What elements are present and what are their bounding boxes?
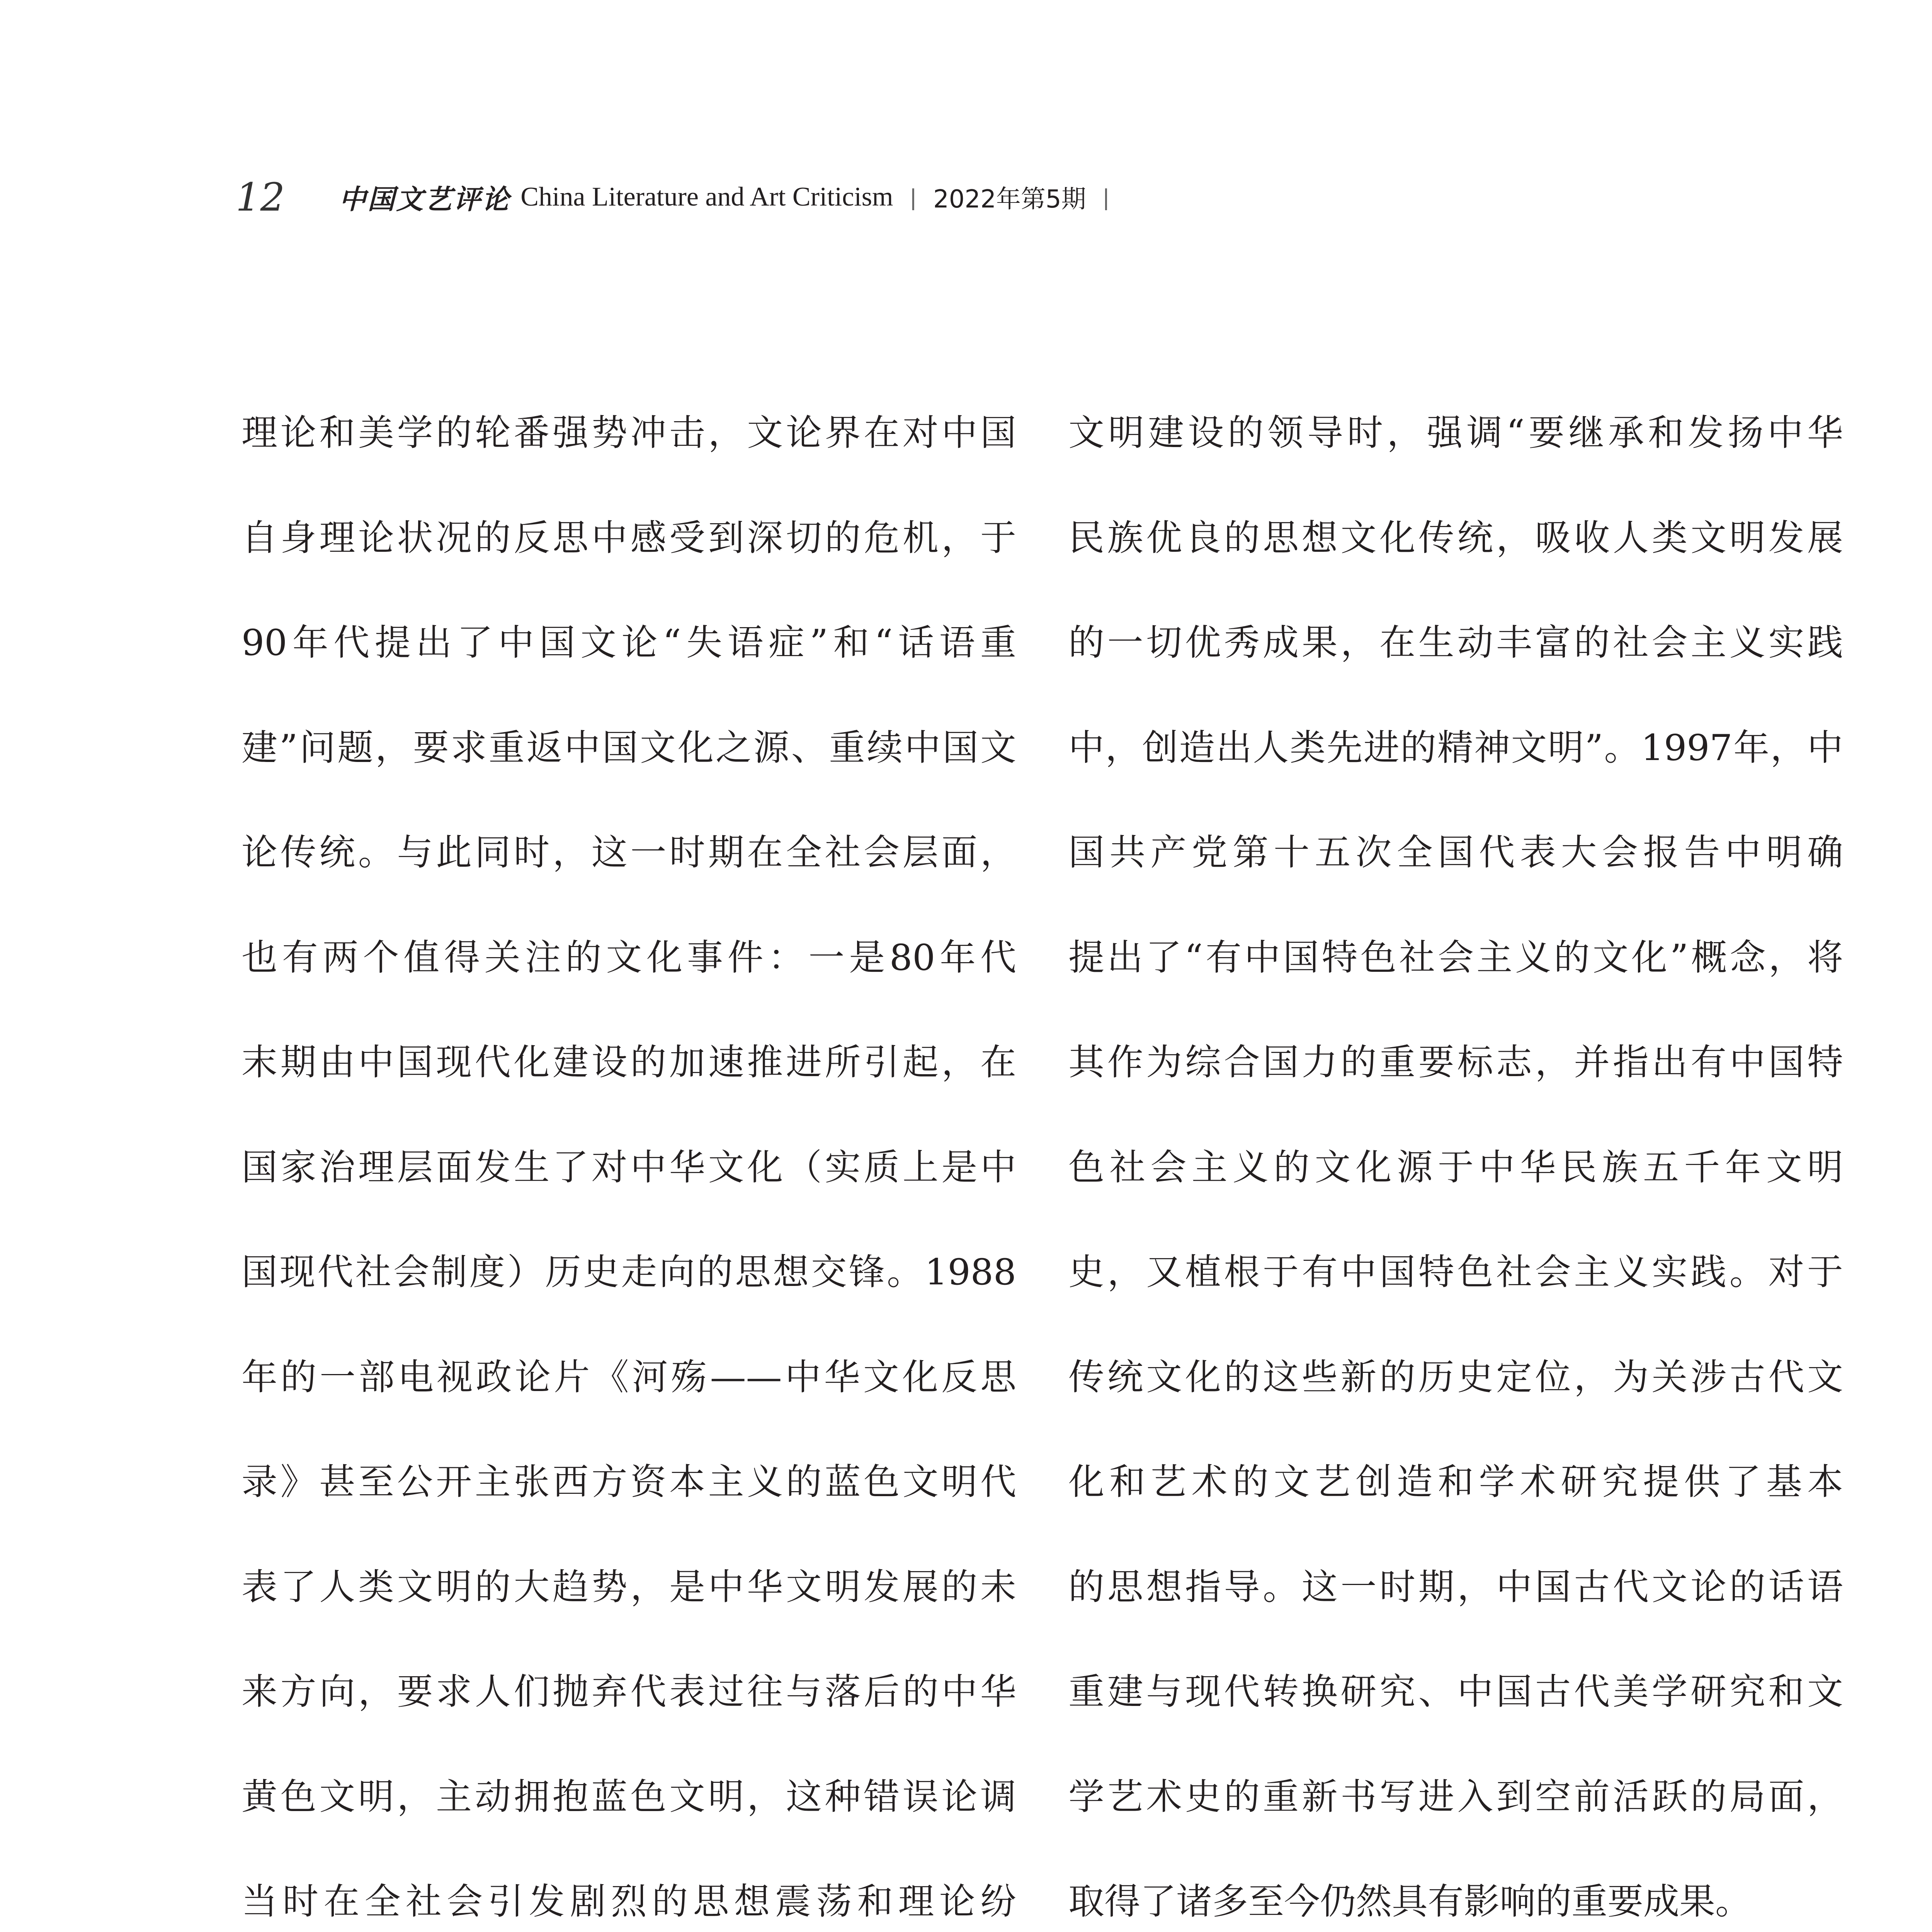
journal-title-english: China Literature and Art Criticism — [520, 182, 893, 212]
text-line: 学艺术史的重新书写进入到空前活跃的局面， — [1068, 1776, 1843, 1818]
text-line: 黄色文明，主动拥抱蓝色文明，这种错误论调 — [242, 1776, 1016, 1818]
text-line: 年的一部电视政论片《河殇——中华文化反思 — [242, 1356, 1016, 1398]
page-number: 12 — [236, 174, 285, 220]
text-line: 传统文化的这些新的历史定位，为关涉古代文 — [1068, 1356, 1843, 1398]
left-text-column — [242, 381, 1016, 1932]
text-line: 当时在全社会引发剧烈的思想震荡和理论纷 — [242, 1881, 1016, 1922]
text-line: 来方向，要求人们抛弃代表过往与落后的中华 — [242, 1671, 1016, 1713]
text-line: 录》甚至公开主张西方资本主义的蓝色文明代 — [242, 1461, 1016, 1503]
right-text-column — [1068, 381, 1843, 1932]
text-line: 建”问题，要求重返中国文化之源、重续中国文 — [242, 726, 1016, 769]
text-line: 也有两个值得关注的文化事件：一是80年代 — [242, 936, 1016, 978]
text-line: 提出了“有中国特色社会主义的文化”概念，将 — [1068, 936, 1843, 978]
issue-label: 2022年第5期 — [933, 185, 1086, 214]
text-line: 的一切优秀成果，在生动丰富的社会主义实践 — [1068, 622, 1843, 663]
text-line: 的思想指导。这一时期，中国古代文论的话语 — [1068, 1566, 1843, 1608]
text-line: 90年代提出了中国文论“失语症”和“话语重 — [242, 622, 1016, 663]
header-separator: | — [910, 184, 917, 210]
journal-title-chinese: 中国文艺评论 — [339, 183, 511, 215]
text-line: 其作为综合国力的重要标志，并指出有中国特 — [1068, 1041, 1843, 1083]
text-line: 重建与现代转换研究、中国古代美学研究和文 — [1068, 1671, 1843, 1713]
text-line: 国共产党第十五次全国代表大会报告中明确 — [1068, 832, 1843, 873]
text-line: 末期由中国现代化建设的加速推进所引起，在 — [242, 1041, 1016, 1083]
text-line: 化和艺术的文艺创造和学术研究提供了基本 — [1068, 1461, 1843, 1503]
text-line: 国家治理层面发生了对中华文化（实质上是中 — [242, 1146, 1016, 1188]
text-line: 中，创造出人类先进的精神文明”。1997年，中 — [1068, 726, 1843, 769]
text-line: 取得了诸多至今仍然具有影响的重要成果。 — [1068, 1881, 1751, 1922]
text-line: 自身理论状况的反思中感受到深切的危机，于 — [242, 517, 1016, 559]
header-separator-end: | — [1103, 184, 1109, 210]
text-line: 文明建设的领导时，强调“要继承和发扬中华 — [1068, 412, 1843, 454]
text-line: 论传统。与此同时，这一时期在全社会层面， — [242, 832, 1016, 873]
text-line: 史，又植根于有中国特色社会主义实践。对于 — [1068, 1251, 1843, 1293]
text-line: 色社会主义的文化源于中华民族五千年文明 — [1068, 1146, 1843, 1188]
text-line: 理论和美学的轮番强势冲击，文论界在对中国 — [242, 412, 1016, 454]
running-header — [236, 166, 1126, 228]
text-line: 表了人类文明的大趋势，是中华文明发展的未 — [242, 1566, 1016, 1608]
text-line: 民族优良的思想文化传统，吸收人类文明发展 — [1068, 517, 1843, 559]
text-line: 国现代社会制度）历史走向的思想交锋。1988 — [242, 1251, 1016, 1293]
